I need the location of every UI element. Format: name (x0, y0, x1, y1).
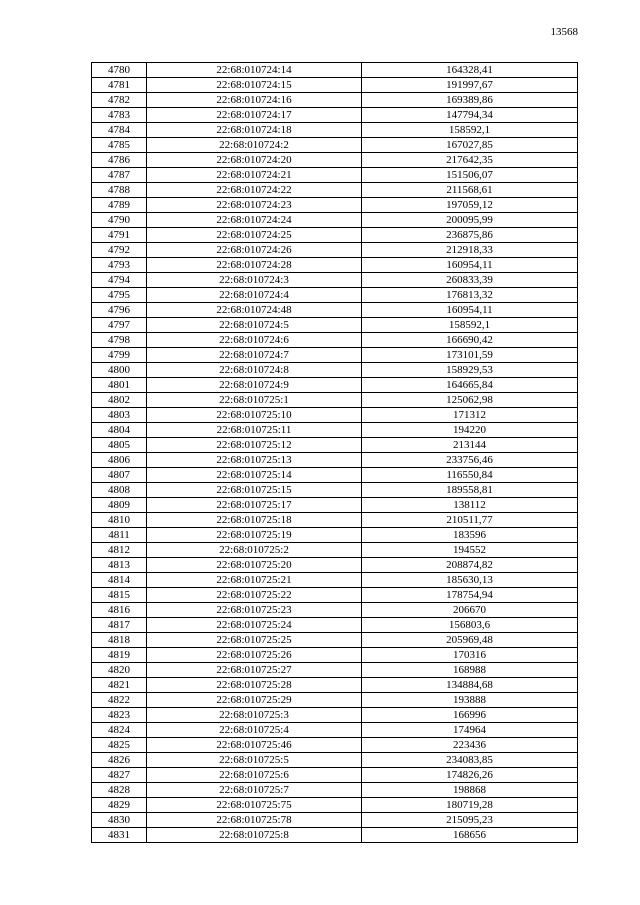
value-cell: 193888 (362, 693, 578, 708)
table-row (92, 528, 578, 543)
value-cell: 194220 (362, 423, 578, 438)
cadastral-number-cell: 22:68:010724:6 (147, 333, 362, 348)
cadastral-number-cell: 22:68:010725:46 (147, 738, 362, 753)
cadastral-number-cell: 22:68:010724:18 (147, 123, 362, 138)
cadastral-number-cell: 22:68:010724:48 (147, 303, 362, 318)
cadastral-number-cell: 22:68:010724:3 (147, 273, 362, 288)
value-cell: 236875,86 (362, 228, 578, 243)
row-number-cell: 4790 (92, 213, 147, 228)
value-cell: 223436 (362, 738, 578, 753)
table-row (92, 408, 578, 423)
table-row (92, 828, 578, 843)
table-row (92, 633, 578, 648)
table-row (92, 558, 578, 573)
value-cell: 211568,61 (362, 183, 578, 198)
cadastral-number-cell: 22:68:010724:7 (147, 348, 362, 363)
cadastral-number-cell: 22:68:010725:4 (147, 723, 362, 738)
value-cell: 198868 (362, 783, 578, 798)
table-body (92, 63, 578, 843)
row-number-cell: 4789 (92, 198, 147, 213)
table-row (92, 348, 578, 363)
row-number-cell: 4806 (92, 453, 147, 468)
value-cell: 194552 (362, 543, 578, 558)
value-cell: 180719,28 (362, 798, 578, 813)
table-row (92, 573, 578, 588)
value-cell: 151506,07 (362, 168, 578, 183)
cadastral-number-cell: 22:68:010724:21 (147, 168, 362, 183)
cadastral-number-cell: 22:68:010725:7 (147, 783, 362, 798)
table-row (92, 258, 578, 273)
row-number-cell: 4795 (92, 288, 147, 303)
row-number-cell: 4823 (92, 708, 147, 723)
row-number-cell: 4815 (92, 588, 147, 603)
value-cell: 191997,67 (362, 78, 578, 93)
row-number-cell: 4791 (92, 228, 147, 243)
table-row (92, 588, 578, 603)
value-cell: 116550,84 (362, 468, 578, 483)
table-row (92, 813, 578, 828)
value-cell: 217642,35 (362, 153, 578, 168)
cadastral-number-cell: 22:68:010724:9 (147, 378, 362, 393)
value-cell: 178754,94 (362, 588, 578, 603)
row-number-cell: 4794 (92, 273, 147, 288)
row-number-cell: 4818 (92, 633, 147, 648)
table-row (92, 783, 578, 798)
cadastral-number-cell: 22:68:010725:10 (147, 408, 362, 423)
table-row (92, 153, 578, 168)
value-cell: 210511,77 (362, 513, 578, 528)
table-row (92, 93, 578, 108)
row-number-cell: 4814 (92, 573, 147, 588)
value-cell: 189558,81 (362, 483, 578, 498)
value-cell: 156803,6 (362, 618, 578, 633)
value-cell: 206670 (362, 603, 578, 618)
table-row (92, 318, 578, 333)
value-cell: 166996 (362, 708, 578, 723)
table-row (92, 678, 578, 693)
row-number-cell: 4801 (92, 378, 147, 393)
value-cell: 168988 (362, 663, 578, 678)
table-row (92, 498, 578, 513)
row-number-cell: 4826 (92, 753, 147, 768)
value-cell: 213144 (362, 438, 578, 453)
value-cell: 173101,59 (362, 348, 578, 363)
cadastral-number-cell: 22:68:010725:24 (147, 618, 362, 633)
row-number-cell: 4824 (92, 723, 147, 738)
page-number: 13568 (550, 26, 578, 38)
cadastral-number-cell: 22:68:010724:28 (147, 258, 362, 273)
row-number-cell: 4803 (92, 408, 147, 423)
table-row (92, 453, 578, 468)
cadastral-number-cell: 22:68:010724:2 (147, 138, 362, 153)
row-number-cell: 4797 (92, 318, 147, 333)
value-cell: 160954,11 (362, 303, 578, 318)
table-row (92, 78, 578, 93)
value-cell: 158929,53 (362, 363, 578, 378)
row-number-cell: 4829 (92, 798, 147, 813)
row-number-cell: 4780 (92, 63, 147, 78)
table-row (92, 768, 578, 783)
cadastral-number-cell: 22:68:010724:16 (147, 93, 362, 108)
row-number-cell: 4831 (92, 828, 147, 843)
cadastral-number-cell: 22:68:010724:25 (147, 228, 362, 243)
row-number-cell: 4787 (92, 168, 147, 183)
table-row (92, 363, 578, 378)
table-row (92, 708, 578, 723)
value-cell: 260833,39 (362, 273, 578, 288)
row-number-cell: 4784 (92, 123, 147, 138)
table-row (92, 273, 578, 288)
value-cell: 183596 (362, 528, 578, 543)
table-row (92, 123, 578, 138)
cadastral-number-cell: 22:68:010725:27 (147, 663, 362, 678)
row-number-cell: 4820 (92, 663, 147, 678)
cadastral-number-cell: 22:68:010724:4 (147, 288, 362, 303)
value-cell: 147794,34 (362, 108, 578, 123)
value-cell: 176813,32 (362, 288, 578, 303)
table-row (92, 198, 578, 213)
table-row (92, 798, 578, 813)
table-row (92, 738, 578, 753)
row-number-cell: 4816 (92, 603, 147, 618)
row-number-cell: 4804 (92, 423, 147, 438)
cadastral-number-cell: 22:68:010725:13 (147, 453, 362, 468)
row-number-cell: 4781 (92, 78, 147, 93)
row-number-cell: 4828 (92, 783, 147, 798)
table-row (92, 108, 578, 123)
row-number-cell: 4788 (92, 183, 147, 198)
cadastral-number-cell: 22:68:010725:26 (147, 648, 362, 663)
cadastral-number-cell: 22:68:010725:22 (147, 588, 362, 603)
row-number-cell: 4825 (92, 738, 147, 753)
row-number-cell: 4808 (92, 483, 147, 498)
value-cell: 170316 (362, 648, 578, 663)
cadastral-number-cell: 22:68:010725:5 (147, 753, 362, 768)
table-row (92, 333, 578, 348)
cadastral-number-cell: 22:68:010725:15 (147, 483, 362, 498)
table-row (92, 63, 578, 78)
value-cell: 125062,98 (362, 393, 578, 408)
row-number-cell: 4805 (92, 438, 147, 453)
row-number-cell: 4802 (92, 393, 147, 408)
cadastral-number-cell: 22:68:010724:14 (147, 63, 362, 78)
value-cell: 168656 (362, 828, 578, 843)
cadastral-number-cell: 22:68:010725:2 (147, 543, 362, 558)
cadastral-number-cell: 22:68:010725:1 (147, 393, 362, 408)
cadastral-number-cell: 22:68:010725:25 (147, 633, 362, 648)
cadastral-value-table (91, 62, 578, 843)
row-number-cell: 4830 (92, 813, 147, 828)
table-row (92, 618, 578, 633)
table-row (92, 168, 578, 183)
row-number-cell: 4821 (92, 678, 147, 693)
cadastral-number-cell: 22:68:010725:17 (147, 498, 362, 513)
cadastral-number-cell: 22:68:010724:24 (147, 213, 362, 228)
row-number-cell: 4813 (92, 558, 147, 573)
cadastral-number-cell: 22:68:010725:6 (147, 768, 362, 783)
table-row (92, 648, 578, 663)
value-cell: 134884,68 (362, 678, 578, 693)
table-row (92, 378, 578, 393)
table-row (92, 438, 578, 453)
table-row (92, 483, 578, 498)
cadastral-number-cell: 22:68:010724:23 (147, 198, 362, 213)
table-row (92, 138, 578, 153)
row-number-cell: 4782 (92, 93, 147, 108)
cadastral-number-cell: 22:68:010725:23 (147, 603, 362, 618)
value-cell: 233756,46 (362, 453, 578, 468)
cadastral-number-cell: 22:68:010725:78 (147, 813, 362, 828)
cadastral-number-cell: 22:68:010724:26 (147, 243, 362, 258)
value-cell: 138112 (362, 498, 578, 513)
value-cell: 167027,85 (362, 138, 578, 153)
cadastral-number-cell: 22:68:010724:15 (147, 78, 362, 93)
row-number-cell: 4812 (92, 543, 147, 558)
row-number-cell: 4827 (92, 768, 147, 783)
cadastral-number-cell: 22:68:010725:11 (147, 423, 362, 438)
table-row (92, 393, 578, 408)
row-number-cell: 4817 (92, 618, 147, 633)
cadastral-number-cell: 22:68:010725:19 (147, 528, 362, 543)
value-cell: 185630,13 (362, 573, 578, 588)
table-row (92, 753, 578, 768)
row-number-cell: 4796 (92, 303, 147, 318)
cadastral-number-cell: 22:68:010724:17 (147, 108, 362, 123)
value-cell: 174964 (362, 723, 578, 738)
table-row (92, 603, 578, 618)
table-row (92, 243, 578, 258)
value-cell: 200095,99 (362, 213, 578, 228)
value-cell: 164665,84 (362, 378, 578, 393)
cadastral-number-cell: 22:68:010725:28 (147, 678, 362, 693)
row-number-cell: 4785 (92, 138, 147, 153)
table-row (92, 183, 578, 198)
row-number-cell: 4793 (92, 258, 147, 273)
value-cell: 197059,12 (362, 198, 578, 213)
row-number-cell: 4811 (92, 528, 147, 543)
cadastral-number-cell: 22:68:010724:22 (147, 183, 362, 198)
cadastral-number-cell: 22:68:010725:29 (147, 693, 362, 708)
value-cell: 160954,11 (362, 258, 578, 273)
value-cell: 234083,85 (362, 753, 578, 768)
row-number-cell: 4819 (92, 648, 147, 663)
cadastral-number-cell: 22:68:010725:3 (147, 708, 362, 723)
cadastral-number-cell: 22:68:010725:21 (147, 573, 362, 588)
value-cell: 208874,82 (362, 558, 578, 573)
row-number-cell: 4798 (92, 333, 147, 348)
value-cell: 174826,26 (362, 768, 578, 783)
value-cell: 215095,23 (362, 813, 578, 828)
row-number-cell: 4807 (92, 468, 147, 483)
cadastral-number-cell: 22:68:010724:20 (147, 153, 362, 168)
table-row (92, 228, 578, 243)
row-number-cell: 4810 (92, 513, 147, 528)
value-cell: 158592,1 (362, 318, 578, 333)
cadastral-number-cell: 22:68:010725:20 (147, 558, 362, 573)
value-cell: 212918,33 (362, 243, 578, 258)
value-cell: 158592,1 (362, 123, 578, 138)
cadastral-number-cell: 22:68:010725:75 (147, 798, 362, 813)
table-row (92, 693, 578, 708)
table-row (92, 213, 578, 228)
cadastral-number-cell: 22:68:010724:8 (147, 363, 362, 378)
table-row (92, 303, 578, 318)
table-row (92, 423, 578, 438)
value-cell: 171312 (362, 408, 578, 423)
row-number-cell: 4783 (92, 108, 147, 123)
table-row (92, 723, 578, 738)
row-number-cell: 4799 (92, 348, 147, 363)
value-cell: 205969,48 (362, 633, 578, 648)
table-row (92, 543, 578, 558)
cadastral-number-cell: 22:68:010725:14 (147, 468, 362, 483)
row-number-cell: 4822 (92, 693, 147, 708)
row-number-cell: 4809 (92, 498, 147, 513)
table-row (92, 513, 578, 528)
cadastral-number-cell: 22:68:010725:8 (147, 828, 362, 843)
cadastral-number-cell: 22:68:010725:18 (147, 513, 362, 528)
value-cell: 169389,86 (362, 93, 578, 108)
cadastral-number-cell: 22:68:010725:12 (147, 438, 362, 453)
row-number-cell: 4786 (92, 153, 147, 168)
row-number-cell: 4792 (92, 243, 147, 258)
row-number-cell: 4800 (92, 363, 147, 378)
table-row (92, 468, 578, 483)
table-row (92, 663, 578, 678)
value-cell: 164328,41 (362, 63, 578, 78)
table-row (92, 288, 578, 303)
value-cell: 166690,42 (362, 333, 578, 348)
cadastral-number-cell: 22:68:010724:5 (147, 318, 362, 333)
